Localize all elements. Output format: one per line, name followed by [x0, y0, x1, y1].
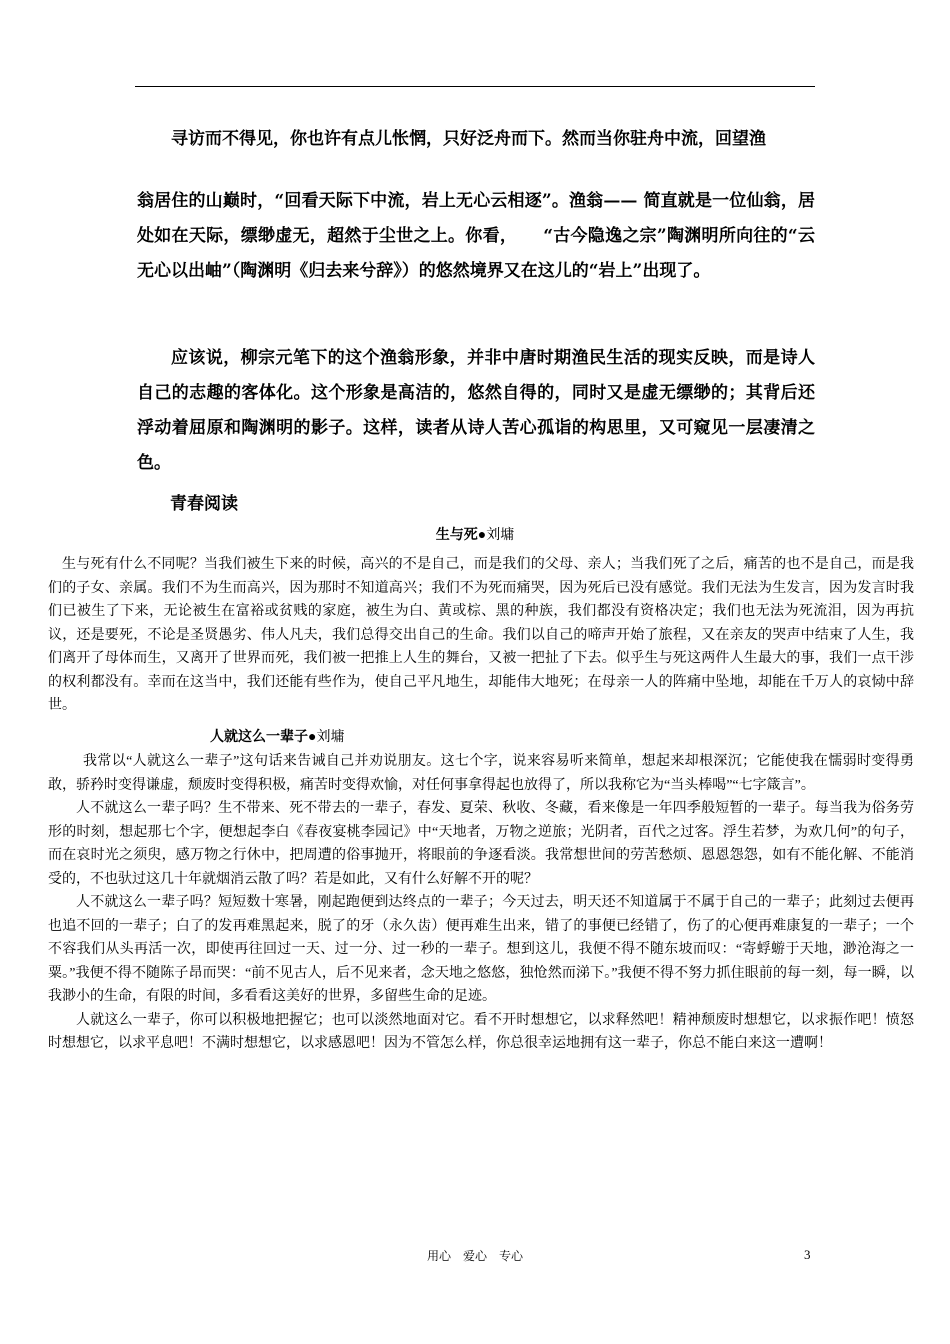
section-heading: 青春阅读 [170, 494, 238, 514]
article-title-one-lifetime [210, 726, 344, 750]
paragraph-text: 寻访而不得见，你也许有点儿怅惘，只好泛舟而下。然而当你驻舟中流，回望渔 [171, 129, 766, 149]
article-paragraph: 我常以“人就这么一辈子”这句话来告诫自己并劝说朋友。这七个字，说来容易听来简单，想起来却根深沉；它能使我在懦弱时变得勇敢，骄矜时变得谦虚，颓废时变得积极，痛苦时变得欢愉，对任何事拿得起也放得了，所以我称它为“当头棒喝”“七字箴言”。 [48, 754, 914, 793]
paragraph-fisherman-3 [137, 341, 815, 481]
article-title-life-death [0, 524, 950, 548]
article-body-one-lifetime [48, 750, 914, 1056]
paragraph-text: 应该说，柳宗元笔下的这个渔翁形象，并非中唐时期渔民生活的现实反映，而是诗人自己的志趣的客体化。这个形象是高洁的，悠然自得的，同时又是虚无缥缈的；其背后还浮动着屈原和陶渊明的影子。这样，读者从诗人苦心孤诣的构思里，又可窥见一层凄清之色。 [137, 348, 815, 473]
article-title-text: 生与死 [435, 528, 478, 543]
article-paragraph: 人不就这么一辈子吗？短短数十寒暑，刚起跑便到达终点的一辈子；今天过去，明天还不知道属于不属于自己的一辈子；此刻过去便再也追不回的一辈子；白了的发再难黑起来，脱了的牙（永久齿）便再难生出来，错了的事便已经错了，伤了的心便再难康复的一辈子；一个不容我们从头再活一次，即使再往回过一天、过一分、过一秒的一辈子。想到这儿，我便不得不随东坡而叹：“寄蜉蝣于天地，渺沧海之一粟。”我便不得不随陈子昂而哭：“前不见古人，后不见来者，念天地之悠悠，独怆然而涕下。”我便不得不努力抓住眼前的每一刻，每一瞬，以我渺小的生命，有限的时间，多看看这美好的世界，多留些生命的足迹。 [48, 895, 914, 1004]
article-body-life-death [48, 553, 914, 718]
article-author: ●刘墉 [308, 730, 345, 745]
header-rule [135, 86, 815, 87]
paragraph-text: 翁居住的山巅时，“回看天际下中流，岩上无心云相逐”。渔翁—— 简直就是一位仙翁，居处如在天际，缥缈虚无，超然于尘世之上。你看， “古今隐逸之宗”陶渊明所向往的“云无心以出岫”（陶渊明《归去来兮辞》）的悠然境界又在这儿的“岩上”出现了。 [137, 191, 815, 281]
paragraph-fisherman-2 [137, 184, 815, 289]
article-paragraph: 人就这么一辈子，你可以积极地把握它；也可以淡然地面对它。看不开时想想它，以求释然吧！精神颓废时想想它，以求振作吧！愤怒时想想它，以求平息吧！不满时想想它，以求感恩吧！因为不管怎么样，你总很幸运地拥有这一辈子，你总不能白来这一遭啊！ [48, 1012, 914, 1051]
article-title-text: 人就这么一辈子 [210, 730, 308, 745]
page-number: 3 [804, 1247, 811, 1262]
article-paragraph: 生与死有什么不同呢？当我们被生下来的时候，高兴的不是自己，而是我们的父母、亲人；当我们死了之后，痛苦的也不是自己，而是我们的子女、亲属。我们不为生而高兴，因为那时不知道高兴；我们不为死而痛哭，因为死后已没有感觉。我们无法为生发言，因为发言时我们已被生了下来，无论被生在富裕或贫贱的家庭，被生为白、黄或棕、黑的种族，我们都没有资格决定；我们也无法为死流泪，因为再抗议，还是要死，不论是圣贤愚劣、伟人凡夫，我们总得交出自己的生命。我们以自己的啼声开始了旅程，又在亲友的哭声中结束了人生，我们离开了母体而生，又离开了世界而死，我们被一把推上人生的舞台，又被一把扯了下去。似乎生与死这两件人生最大的事，我们一点干涉的权利都没有。幸而在这当中，我们还能有些作为，使自己平凡地生，却能伟大地死；在母亲一人的阵痛中坠地，却能在千万人的哀恸中辞世。 [48, 557, 914, 713]
article-author: ●刘墉 [477, 528, 515, 543]
footer-motto: 用心 爱心 专心 [426, 1249, 523, 1263]
article-paragraph: 人不就这么一辈子吗？生不带来、死不带去的一辈子，春发、夏荣、秋收、冬藏，看来像是一年四季般短暂的一辈子。每当我为俗务劳形的时刻，想起那七个字，便想起李白《春夜宴桃李园记》中“天地者，万物之逆旅；光阴者，百代之过客。浮生若梦，为欢几何”的句子，而在哀时光之须臾，感万物之行休中，把周遭的俗事抛开，将眼前的争逐看淡。我常想世间的劳苦愁烦、恩恩怨怨，如有不能化解、不能消受的，不也驮过这几十年就烟消云散了吗？若是如此，又有什么好解不开的呢？ [48, 801, 914, 887]
paragraph-fisherman-1 [137, 124, 815, 154]
